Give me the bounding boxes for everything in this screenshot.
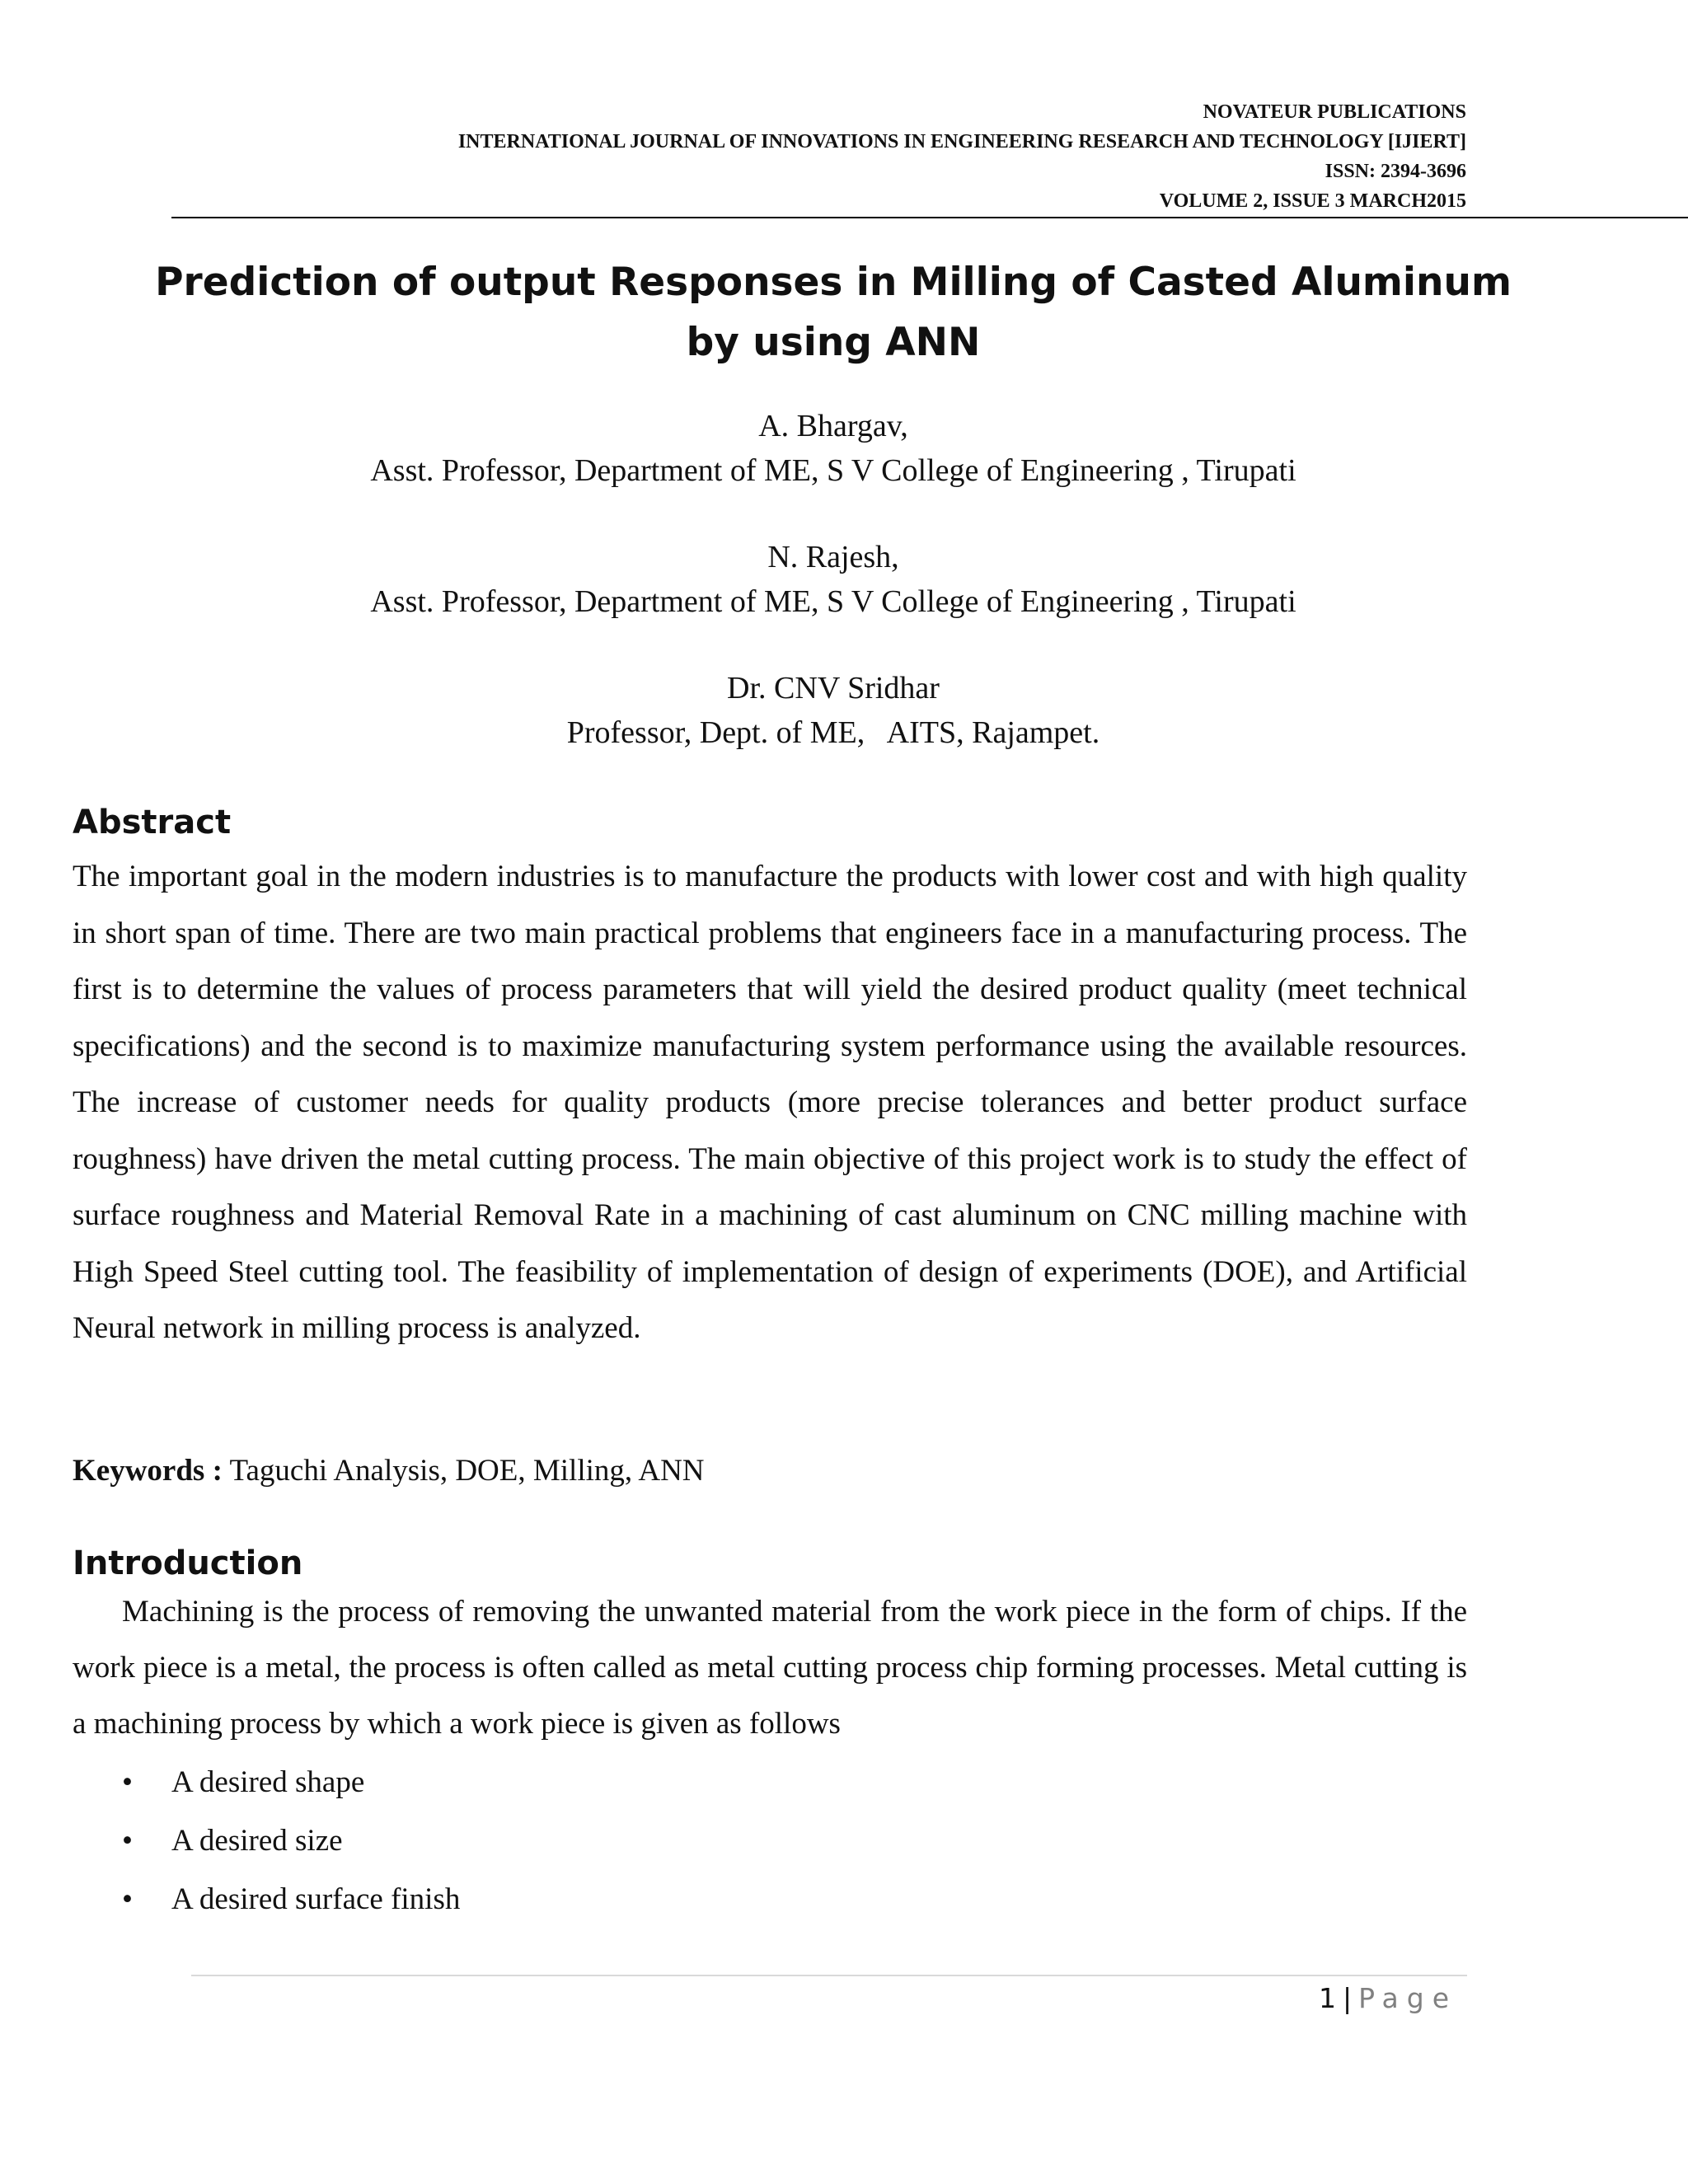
abstract-text: The important goal in the modern industries is to manufacture the products with lower cost and with high quality in short span of time. There are two main practical problems that engineers face in a manufacturing process. The first is to determine the values of process parameters that will yield the desired product quality (meet technical specifications) and the second is to maximize manufacturing system performance using the available resources. The increase of customer needs for quality products (more precise tolerances and better product surface roughness) have driven the metal cutting process. The main objective of this project work is to study the effect of surface roughness and Material Removal Rate in a machining of cast aluminum on CNC milling machine with High Speed Steel cutting tool. The feasibility of implementation of design of experiments (DOE), and Artificial Neural network in milling process is analyzed. <box>73 860 1467 1345</box>
author-affiliation: Asst. Professor, Department of ME, S V College of Engineering , Tirupati <box>370 584 1296 619</box>
keywords-label: Keywords : <box>73 1454 223 1488</box>
author-name: A. Bhargav, <box>758 409 908 443</box>
issn: ISSN: 2394-3696 <box>1325 161 1466 182</box>
page-label: Page <box>1358 1982 1457 2014</box>
list-item-text: A desired shape <box>171 1765 365 1799</box>
volume-issue: VOLUME 2, ISSUE 3 MARCH2015 <box>1159 190 1466 212</box>
introduction-heading: Introduction <box>73 1544 303 1582</box>
bullet-icon: • <box>122 1824 133 1858</box>
list-item <box>73 1811 460 1870</box>
page-number: 1 <box>1318 1982 1336 2014</box>
journal-name: INTERNATIONAL JOURNAL OF INNOVATIONS IN ENGINEERING RESEARCH AND TECHNOLOGY [IJIERT] <box>457 131 1466 152</box>
list-item-text: A desired surface finish <box>171 1882 461 1916</box>
bullet-list <box>73 1753 460 1929</box>
footer-divider <box>191 1975 1467 1976</box>
title-line-1: Prediction of output Responses in Milling of Casted Aluminum <box>155 260 1512 305</box>
title-line-2: by using ANN <box>686 320 981 365</box>
introduction-text: Machining is the process of removing the unwanted material from the work piece in the form of chips. If the work piece is a metal, the process is often called as metal cutting process chip forming processes. Metal cutting is a machining process by which a work piece is given as follows <box>73 1595 1467 1741</box>
author-2 <box>0 535 1667 624</box>
author-3 <box>0 666 1667 755</box>
author-affiliation: Asst. Professor, Department of ME, S V College of Engineering , Tirupati <box>370 453 1296 488</box>
journal-header <box>458 97 1466 216</box>
author-list <box>0 404 1667 797</box>
author-name: Dr. CNV Sridhar <box>727 671 940 705</box>
abstract-heading: Abstract <box>73 804 232 841</box>
footer-separator: | <box>1342 1982 1353 2014</box>
keywords-value: Taguchi Analysis, DOE, Milling, ANN <box>222 1454 705 1488</box>
keywords-line <box>73 1451 705 1492</box>
bullet-icon: • <box>122 1882 133 1916</box>
bullet-icon: • <box>122 1765 133 1799</box>
author-name: N. Rajesh, <box>767 540 899 574</box>
header-divider <box>171 217 1688 218</box>
author-affiliation: Professor, Dept. of ME, AITS, Rajampet. <box>566 715 1100 750</box>
list-item <box>73 1753 460 1811</box>
list-item <box>73 1870 460 1929</box>
author-1 <box>0 404 1667 493</box>
page-footer <box>1319 1978 1457 2019</box>
list-item-text: A desired size <box>171 1824 343 1858</box>
paper-title <box>0 252 1667 373</box>
publisher-name: NOVATEUR PUBLICATIONS <box>1203 101 1466 123</box>
